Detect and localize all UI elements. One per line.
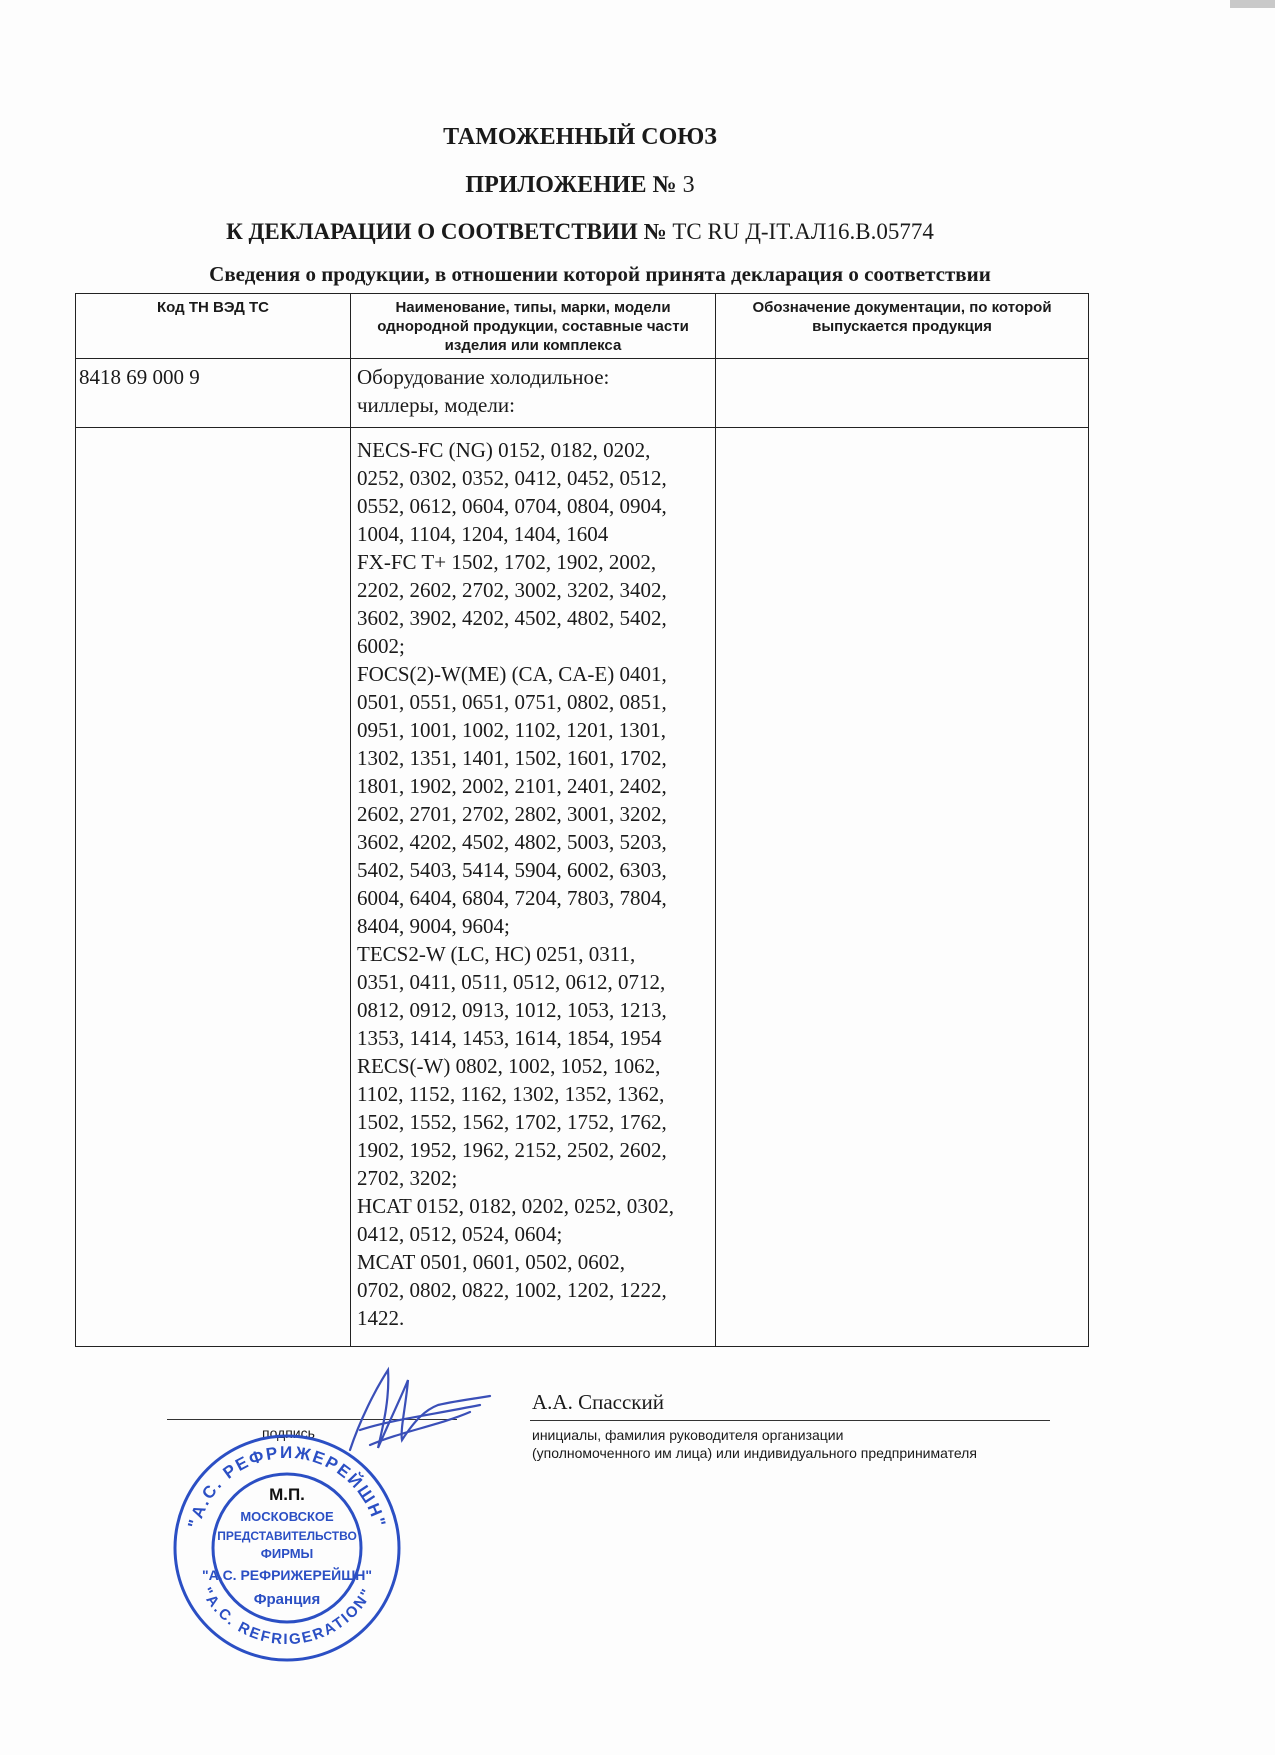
model-line: 5402, 5403, 5414, 5904, 6002, 6303, — [357, 858, 667, 882]
signature-label: подпись — [262, 1425, 315, 1441]
model-line: 0812, 0912, 0913, 1012, 1053, 1213, — [357, 998, 667, 1022]
declaration-title — [0, 219, 1160, 245]
docs-cell — [716, 359, 1089, 428]
appendix-title — [0, 172, 1160, 199]
caption-line: (уполномоченного им лица) или индивидуального предпринимателя — [532, 1445, 977, 1461]
model-line: HCAT 0152, 0182, 0202, 0252, 0302, — [357, 1194, 674, 1218]
model-line: 1004, 1104, 1204, 1404, 1604 — [357, 522, 609, 546]
union-title: ТАМОЖЕННЫЙ СОЮЗ — [443, 124, 717, 150]
model-line: 8404, 9004, 9604; — [357, 914, 510, 938]
model-line: 2602, 2701, 2702, 2802, 3001, 3202, — [357, 802, 667, 826]
empty-code-cell — [76, 428, 351, 1347]
signatory-caption — [532, 1426, 977, 1462]
header-docs: Обозначение документации, по которой выпускается продукция — [716, 294, 1089, 359]
stamp-line: МОСКОВСКОЕ — [240, 1509, 334, 1524]
appendix-number: 3 — [682, 172, 695, 198]
model-line: 2202, 2602, 2702, 3002, 3202, 3402, — [357, 578, 667, 602]
table-row — [76, 359, 1089, 428]
header-name: Наименование, типы, марки, модели однородной продукции, составные части изделия или комплекса — [351, 294, 716, 359]
model-line: 0351, 0411, 0511, 0512, 0612, 0712, — [357, 970, 666, 994]
model-line: 1801, 1902, 2002, 2101, 2401, 2402, — [357, 774, 667, 798]
table-row — [76, 428, 1089, 1347]
model-line: MCAT 0501, 0601, 0502, 0602, — [357, 1250, 625, 1274]
stamp-ring-bottom: "A.C. REFRIGERATION" — [197, 1584, 377, 1649]
product-info-title: Сведения о продукции, в отношении которой принята декларация о соответствии — [209, 262, 991, 286]
stamp-ring-top: "А.С. РЕФРИЖЕРЕЙШН" — [184, 1442, 390, 1531]
model-line: 2702, 3202; — [357, 1166, 458, 1190]
model-line: NECS-FC (NG) 0152, 0182, 0202, — [357, 438, 651, 462]
model-line: 1502, 1552, 1562, 1702, 1752, 1762, — [357, 1110, 667, 1134]
model-line: 3602, 3902, 4202, 4502, 4802, 5402, — [357, 606, 667, 630]
product-name — [351, 359, 716, 428]
company-stamp — [167, 1428, 407, 1668]
models-list — [351, 428, 716, 1347]
declaration-number: ТС RU Д-IT.АЛ16.В.05774 — [672, 219, 934, 244]
model-line: 0252, 0302, 0352, 0412, 0452, 0512, — [357, 466, 667, 490]
model-line: 0412, 0512, 0524, 0604; — [357, 1222, 563, 1246]
stamp-line: ПРЕДСТАВИТЕЛЬСТВО — [217, 1529, 357, 1543]
model-line: 3602, 4202, 4502, 4802, 5003, 5203, — [357, 830, 667, 854]
appendix-label: ПРИЛОЖЕНИЕ № — [465, 172, 677, 198]
product-table — [75, 293, 1089, 1347]
model-line: 6004, 6404, 6804, 7204, 7803, 7804, — [357, 886, 667, 910]
scan-edge-mark — [1230, 0, 1275, 8]
stamp-line: Франция — [253, 1591, 321, 1608]
model-line: 0552, 0612, 0604, 0704, 0804, 0904, — [357, 494, 667, 518]
model-line: 0951, 1001, 1002, 1102, 1201, 1301, — [357, 718, 666, 742]
signatory-name: А.А. Спасский — [532, 1390, 664, 1414]
declaration-label: К ДЕКЛАРАЦИИ О СООТВЕТСТВИИ № — [226, 219, 667, 244]
product-name-line: Оборудование холодильное: — [357, 365, 610, 389]
model-line: TECS2-W (LC, HC) 0251, 0311, — [357, 942, 636, 966]
empty-docs-cell — [716, 428, 1089, 1347]
product-name-line: чиллеры, модели: — [357, 393, 515, 417]
stamp-mp: М.П. — [269, 1485, 305, 1504]
model-line: 0501, 0551, 0651, 0751, 0802, 0851, — [357, 690, 667, 714]
header-code: Код ТН ВЭД ТС — [76, 294, 351, 359]
model-line: FX-FC T+ 1502, 1702, 1902, 2002, — [357, 550, 657, 574]
hs-code: 8418 69 000 9 — [76, 359, 351, 428]
model-line: 0702, 0802, 0822, 1002, 1202, 1222, — [357, 1278, 667, 1302]
model-line: 1422. — [357, 1306, 405, 1330]
model-line: 1353, 1414, 1453, 1614, 1854, 1954 — [357, 1026, 662, 1050]
name-line — [530, 1420, 1050, 1421]
model-line: 1102, 1152, 1162, 1302, 1352, 1362, — [357, 1082, 665, 1106]
stamp-line: "А.С. РЕФРИЖЕРЕЙШН" — [201, 1567, 373, 1583]
table-header-row — [76, 294, 1089, 359]
model-line: 6002; — [357, 634, 405, 658]
model-line: FOCS(2)-W(ME) (CA, CA-E) 0401, — [357, 662, 667, 686]
stamp-line: ФИРМЫ — [260, 1546, 314, 1561]
caption-line: инициалы, фамилия руководителя организации — [532, 1427, 844, 1443]
model-line: 1902, 1952, 1962, 2152, 2502, 2602, — [357, 1138, 667, 1162]
model-line: 1302, 1351, 1401, 1502, 1601, 1702, — [357, 746, 667, 770]
model-line: RECS(-W) 0802, 1002, 1052, 1062, — [357, 1054, 661, 1078]
